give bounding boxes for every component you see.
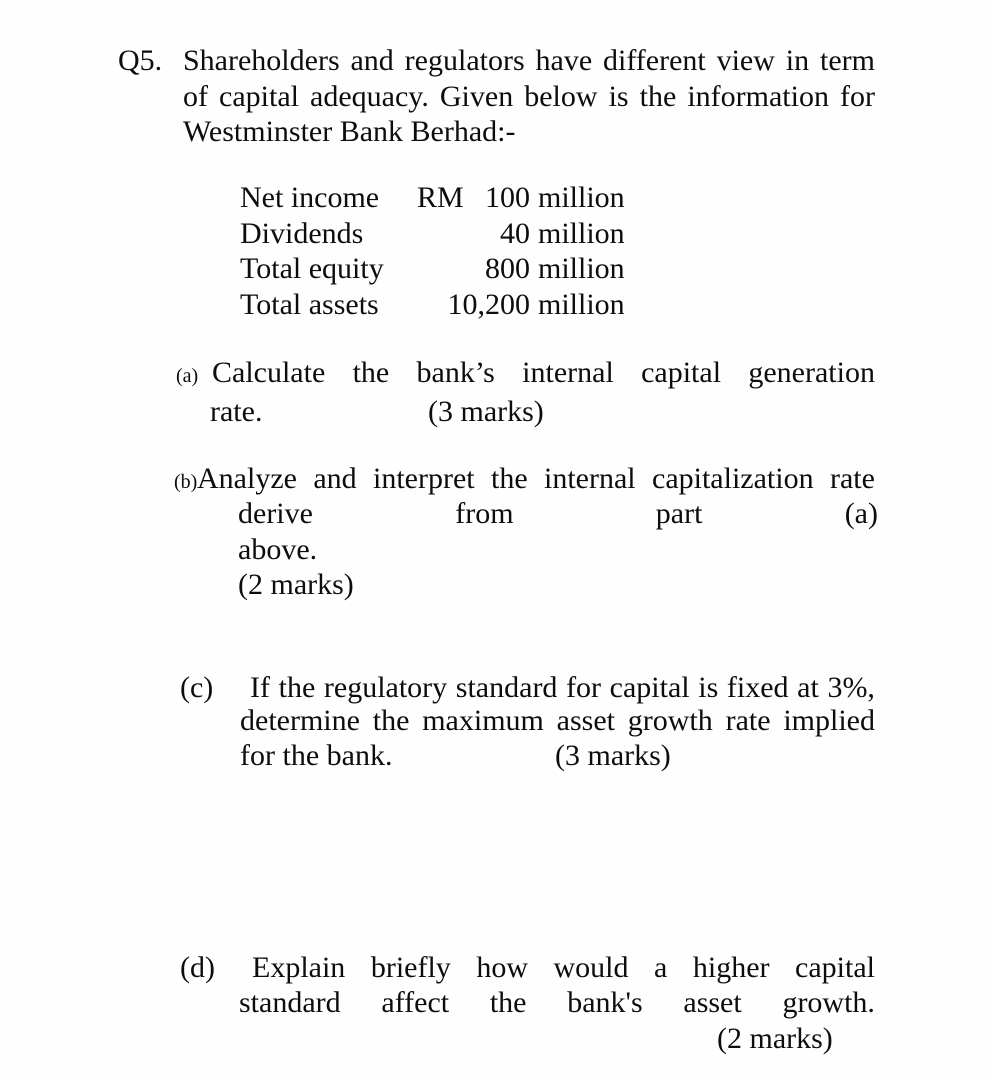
part-c-marker: (c) [180, 671, 214, 704]
fin-amount: 800 [485, 252, 530, 285]
part-b-marker: (b) [174, 471, 198, 493]
question-intro-line-3: Westminster Bank Berhad:- [183, 115, 516, 148]
fin-unit: million [538, 252, 625, 285]
fin-label: Net income [240, 181, 380, 214]
question-intro-line-1: Shareholders and regulators have different view in term [183, 44, 875, 77]
fin-unit: million [538, 287, 625, 321]
question-intro-line-2: of capital adequacy. Given below is the information for [183, 79, 875, 113]
part-b-marks: (2 marks) [238, 568, 354, 601]
part-a-line-2: rate. [210, 395, 263, 428]
part-a-line-1: Calculate the bank’s internal capital generation [212, 356, 875, 389]
part-c-marks: (3 marks) [555, 739, 671, 772]
part-d-line-2: standard affect the bank's asset growth. [239, 986, 875, 1019]
part-d-line-1: Explain briefly how would a higher capital [252, 951, 875, 984]
fin-amount: 40 [500, 216, 530, 250]
fin-label: Total assets [240, 287, 379, 321]
table-row [240, 180, 670, 216]
part-c-line-3: for the bank. [240, 739, 393, 772]
part-b-line-1: Analyze and interpret the internal capitalization rate [197, 462, 875, 495]
table-row [240, 251, 670, 287]
financials-table [240, 180, 670, 322]
part-b-line-2: derive from part (a) [238, 497, 878, 530]
question-intro [183, 43, 875, 150]
fin-currency: RM [417, 181, 464, 214]
part-c-line-2: determine the maximum asset growth rate implied [240, 704, 875, 737]
fin-amount: 10,200 [447, 287, 530, 321]
part-c-line-1: If the regulatory standard for capital is fixed at 3%, [250, 671, 875, 704]
table-row [240, 287, 670, 323]
question-number: Q5. [118, 44, 163, 77]
fin-label: Dividends [240, 216, 364, 250]
fin-unit: million [538, 181, 625, 214]
fin-amount: 100 [485, 181, 530, 214]
part-a-marks: (3 marks) [428, 395, 544, 428]
fin-label: Total equity [240, 252, 384, 285]
part-a-marker: (a) [176, 365, 199, 387]
table-row [240, 216, 670, 252]
part-d-marks: (2 marks) [717, 1022, 833, 1055]
fin-unit: million [538, 216, 625, 250]
part-b-line-3: above. [238, 533, 318, 566]
part-d-marker: (d) [180, 951, 215, 984]
